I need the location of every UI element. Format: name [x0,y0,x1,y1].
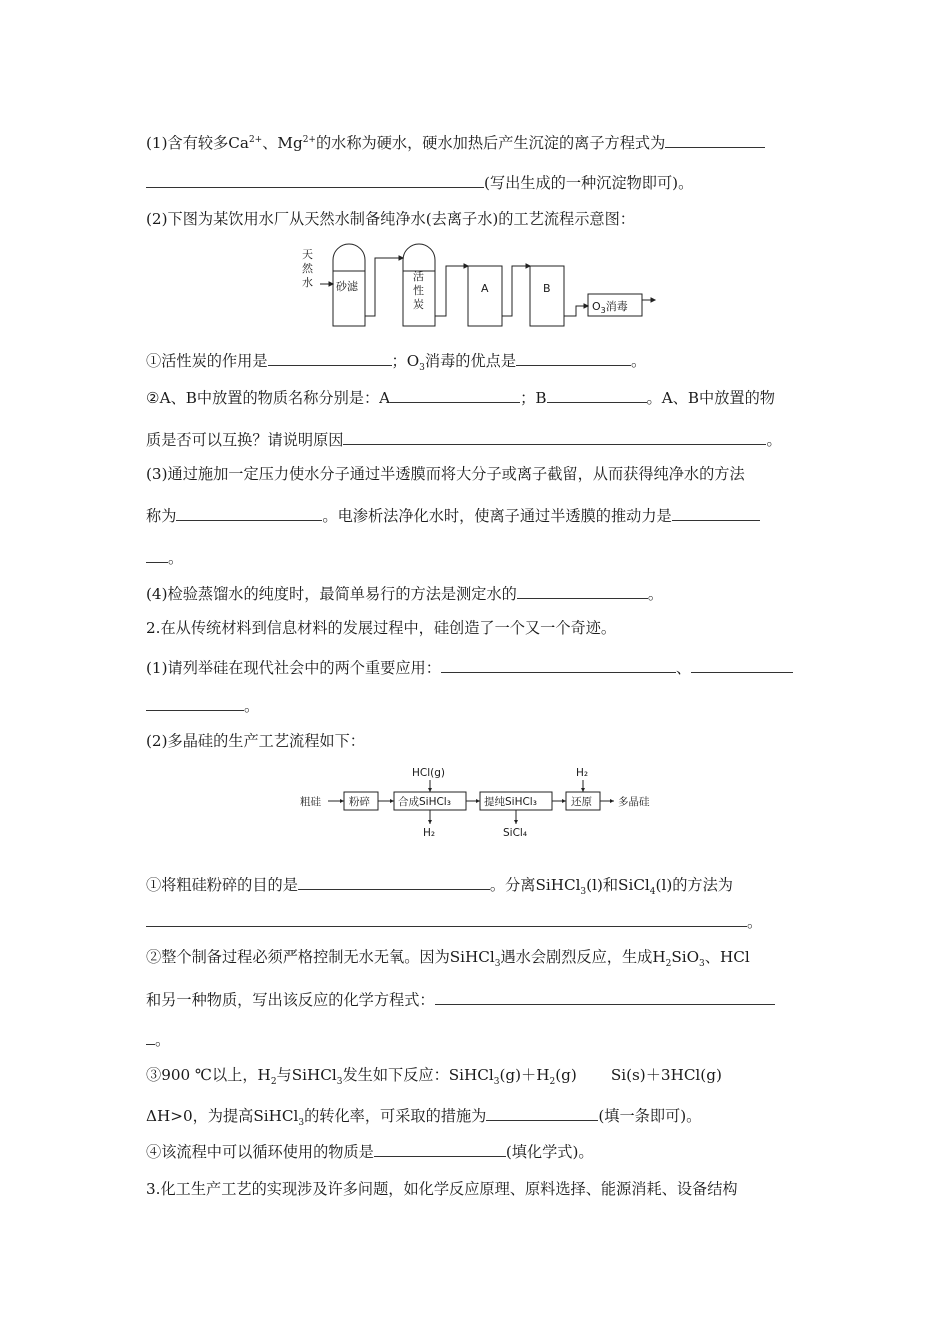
q2-sub1: ①将粗硅粉碎的目的是 。分离SiHCl$_3$(l)和SiCl$_4$(l)的方法为 [146,873,733,895]
crush-label: 粉碎 [349,796,370,808]
answer-blank[interactable] [486,1104,598,1121]
answer-blank[interactable] [374,1140,506,1157]
q2-sub2: ②整个制备过程必须严格控制无水无氧。因为SiHCl$_3$遇水会剧烈反应，生成$H_2SiO_3$、HCl [146,948,750,970]
q1-line2: (写出生成的一种沉淀物即可)。 [146,171,693,193]
pipe-a-b [502,266,530,316]
q2-part1: (1)请列举硅在现代社会中的两个重要应用： 、 [146,656,793,678]
answer-blank[interactable] [268,349,392,366]
answer-blank[interactable] [547,386,647,403]
tank-a-label: A [481,282,489,295]
q1-sub1: ①活性炭的作用是 ；$O_3$消毒的优点是 。 [146,349,646,371]
tank-b [530,266,564,326]
q2-sub3-cont: ΔH>0，为提高SiHCl$_3$的转化率，可采取的措施为 (填一条即可)。 [146,1104,701,1126]
answer-blank[interactable] [146,171,484,188]
reduce-label: 还原 [571,796,592,808]
answer-blank[interactable] [146,694,244,711]
silicon-flow-diagram [298,762,668,844]
o3-label: $O_3$消毒 [592,300,628,315]
pipe-2-a [435,266,468,316]
carbon-label-1: 活 [413,270,424,283]
answer-blank[interactable] [665,131,765,148]
source-label-3: 水 [302,276,313,289]
answer-blank[interactable] [390,386,520,403]
sand-filter-label: 砂滤 [336,280,358,293]
synthesize-label: 合成SiHCl₃ [398,796,451,808]
q2-title: 2.在从传统材料到信息材料的发展过程中，硅创造了一个又一个奇迹。 [146,619,617,637]
q3-title: 3.化工生产工艺的实现涉及许多问题，如化学反应原理、原料选择、能源消耗、设备结构 [146,1180,738,1198]
answer-blank[interactable] [691,656,793,673]
answer-blank[interactable] [176,504,322,521]
tank-a [468,266,502,326]
q2-sub3: ③900 ℃以上，$H_2$与SiHCl$_3$发生如下反应：$SiHCl_3(g)+H_2(g)$ Si(s)＋3HCl(g) [146,1066,722,1088]
source-label-2: 然 [302,262,313,275]
q1-part3-end: 。 [146,546,183,568]
answer-blank[interactable] [146,910,747,927]
q1-part3-cont: 称为 。电渗析法净化水时，使离子通过半透膜的推动力是 [146,504,760,526]
tank-b-label: B [543,282,551,295]
carbon-label-2: 性 [413,284,424,297]
answer-blank[interactable] [146,546,168,563]
answer-blank[interactable] [516,349,631,366]
end-label: 多晶硅 [618,796,650,808]
sicl4-output-label: SiCl₄ [503,827,528,839]
h2-input-label: H₂ [576,767,589,779]
answer-blank[interactable] [343,428,766,445]
q2-sub2-end: 。 [146,1028,170,1050]
q2-sub4: ④该流程中可以循环使用的物质是 (填化学式)。 [146,1140,594,1162]
q1-part3: (3)通过施加一定压力使水分子通过半透膜而将大分子或离子截留，从而获得纯净水的方法 [146,465,745,483]
answer-blank[interactable] [672,504,760,521]
h2-output-label: H₂ [423,827,436,839]
q1-sub2-cont: 质是否可以互换？请说明原因 。 [146,428,782,450]
q2-sub2-cont: 和另一种物质，写出该反应的化学方程式： [146,988,775,1010]
carbon-label-3: 炭 [413,298,424,311]
q1-sub2: ②A、B中放置的物质名称分别是：A ；B 。A、B中放置的物 [146,386,775,408]
purify-label: 提纯SiHCl₃ [484,796,537,808]
q1-part4: (4)检验蒸馏水的纯度时，最简单易行的方法是测定水的 。 [146,582,663,604]
hcl-input-label: HCl(g) [412,767,446,779]
q2-part1-end: 。 [146,694,259,716]
answer-blank[interactable] [146,1028,155,1045]
q1-line1: (1)含有较多$Ca^{2+}$、$Mg^{2+}$的水称为硬水，硬水加热后产生沉淀的离子方程式为 [146,131,765,153]
pipe-1-2 [365,258,403,316]
answer-blank[interactable] [298,873,490,890]
start-label: 粗硅 [300,796,321,808]
answer-blank[interactable] [435,988,775,1005]
q1-part2: (2)下图为某饮用水厂从天然水制备纯净水(去离子水)的工艺流程示意图： [146,210,635,228]
answer-blank[interactable] [441,656,676,673]
source-label-1: 天 [302,248,313,261]
q2-part2: (2)多晶硅的生产工艺流程如下： [146,732,365,750]
water-flow-diagram [296,236,666,336]
q2-sub1-cont: 。 [146,910,762,932]
answer-blank[interactable] [517,582,648,599]
